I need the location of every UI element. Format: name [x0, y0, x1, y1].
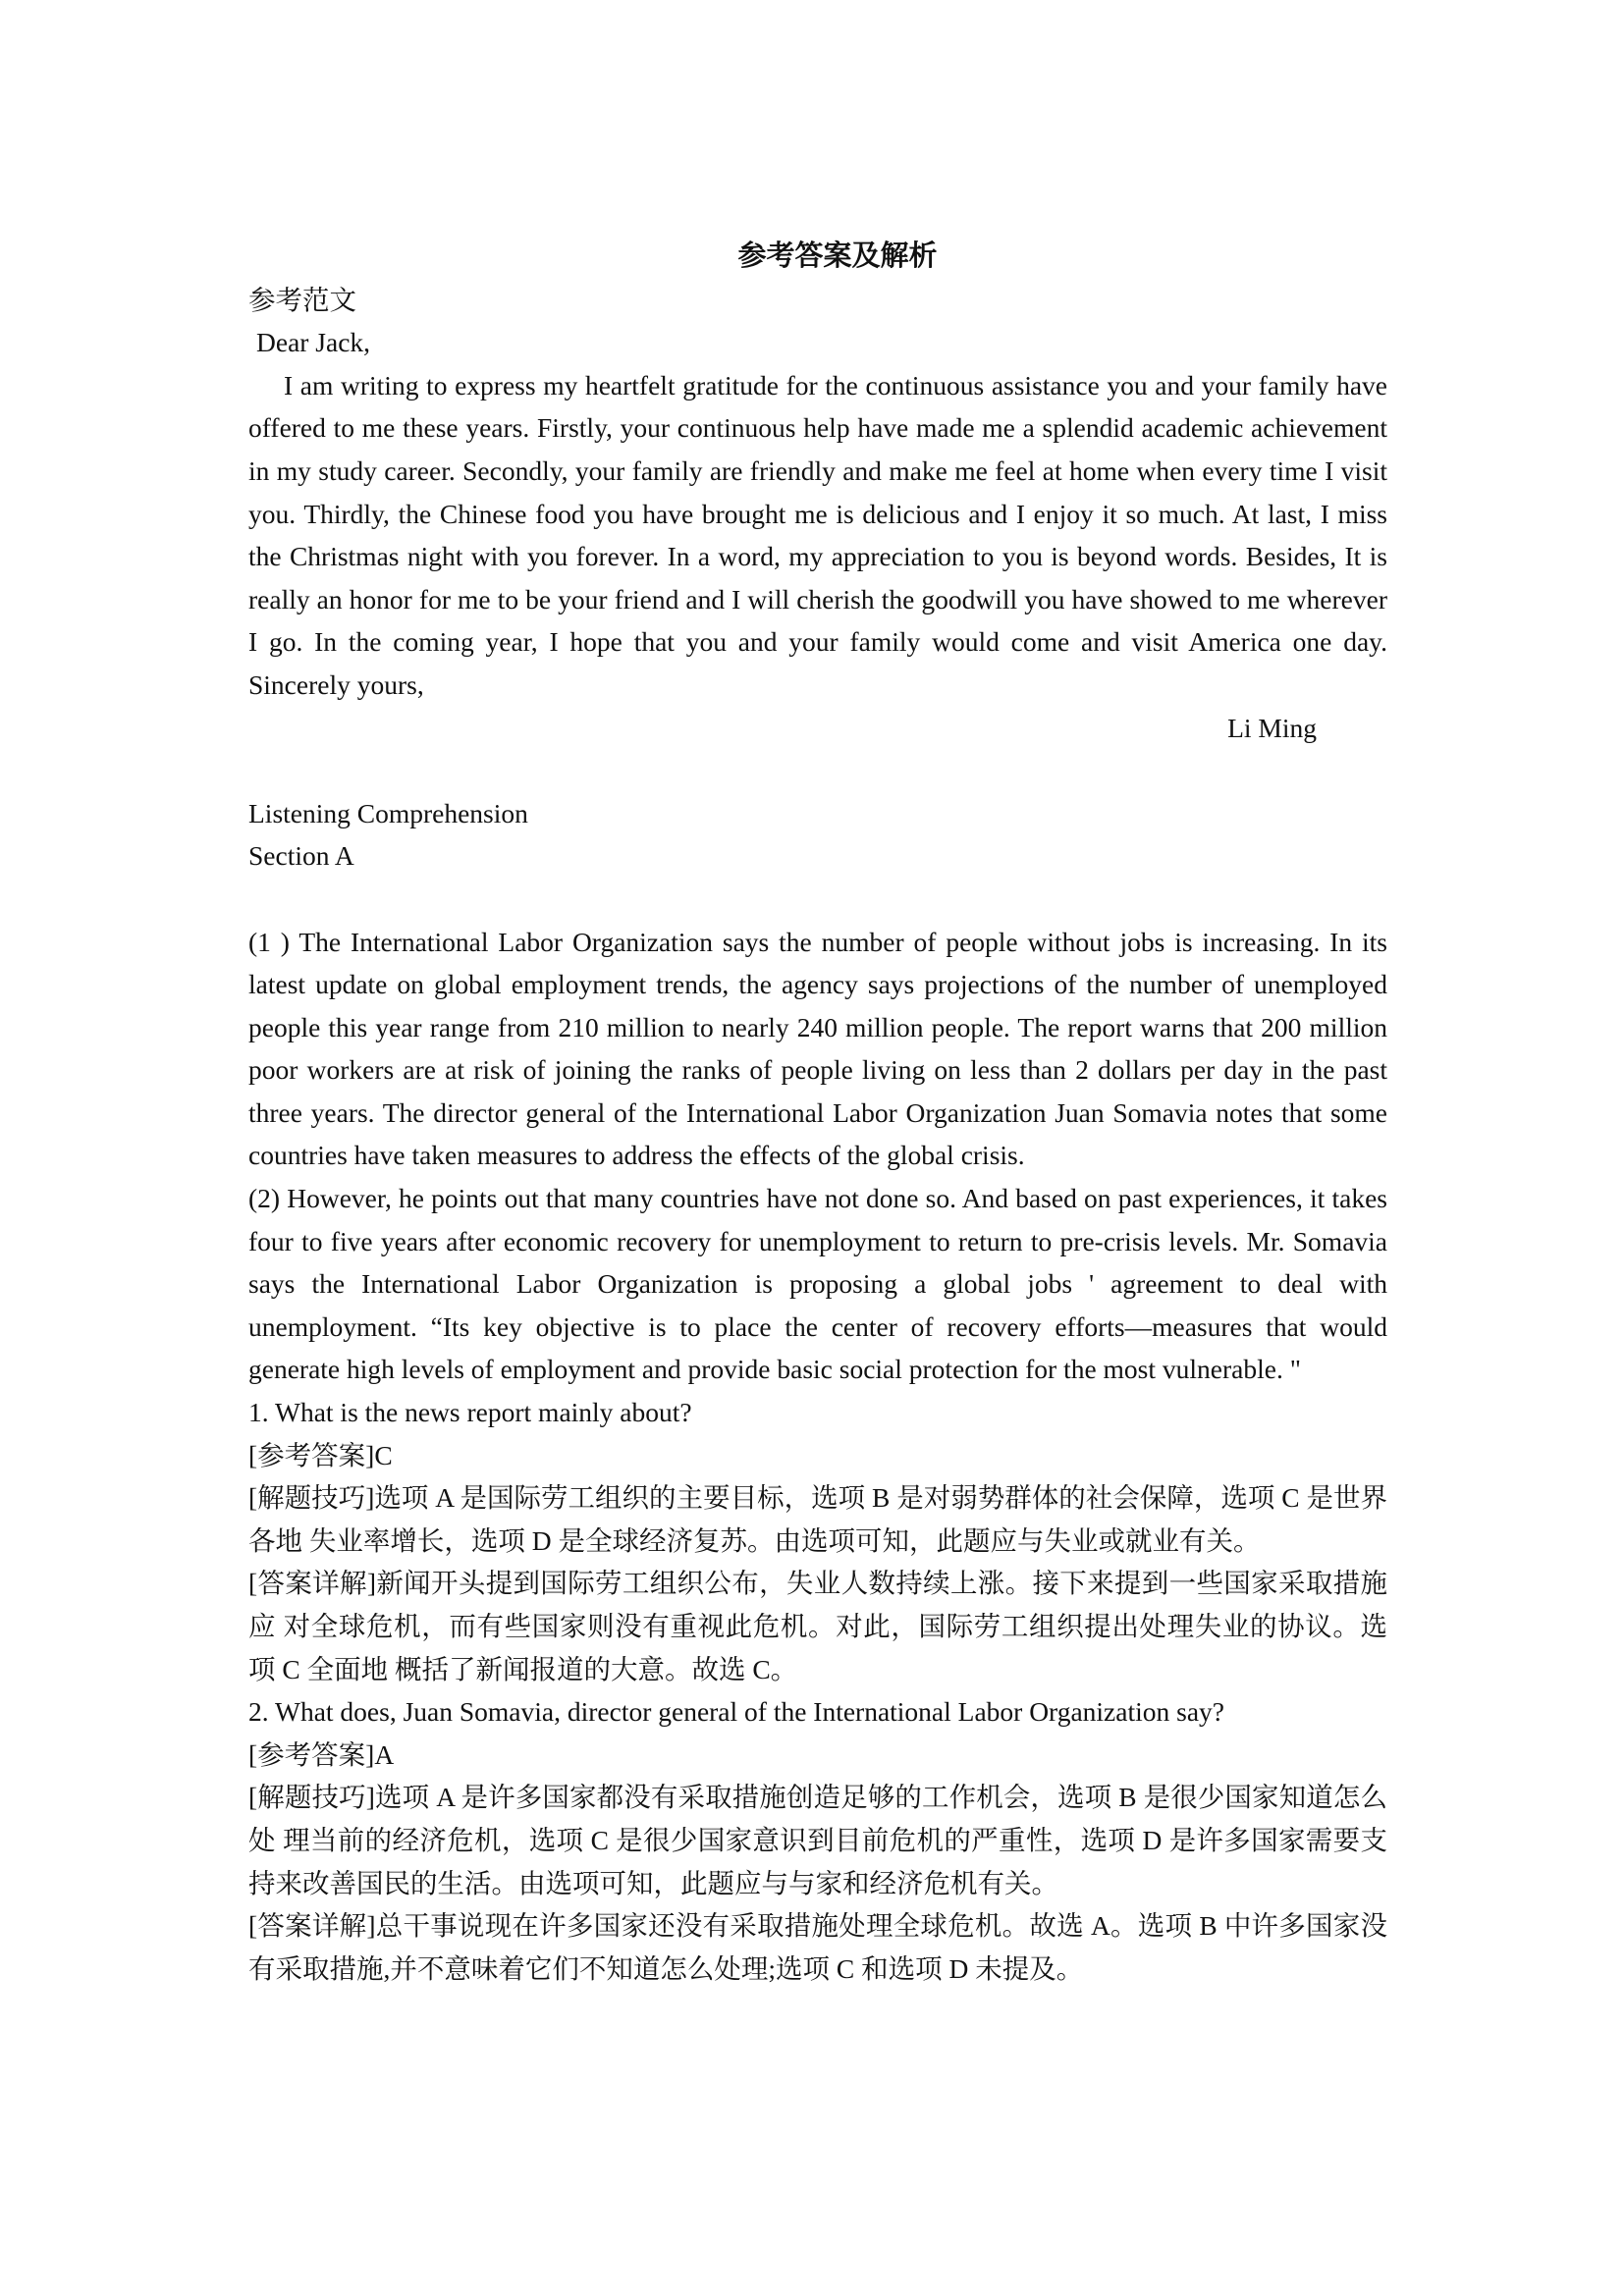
page-title: 参考答案及解析	[737, 240, 938, 272]
passage-paragraph-1: (1 ) The International Labor Organization says the number of people without jobs is increasing. In its latest update on global employment trends, the agency says projections of the number of unemployed people this year range from 210 million to nearly 240 million people. The report warns that 200 million poor workers are at risk of joining the ranks of people living on less than 2 dollars per day in the past three years. The director general of the International Labor Organization Juan Somavia notes that some countries have taken measures to address the effects of the global crisis.	[248, 926, 1387, 1171]
spacer	[248, 878, 1387, 921]
document-page	[248, 236, 1387, 1990]
listening-heading: Listening Comprehension	[248, 797, 528, 828]
question-2: 2. What does, Juan Somavia, director general of the International Labor Organization say?	[248, 1696, 1224, 1728]
spacer	[248, 749, 1387, 792]
question-2-tips: [解题技巧]选项 A 是许多国家都没有采取措施创造足够的工作机会，选项 B 是很少国家知道怎么处 理当前的经济危机，选项 C 是很少国家意识到目前危机的严重性，选项 D 是许多国家需要支持来改善国民的生活。由选项可知，此题应与与家和经济危机有关。	[248, 1782, 1387, 1898]
question-2-answer: [参考答案]A	[248, 1738, 395, 1770]
section-label: Section A	[248, 840, 354, 872]
question-2-detail: [答案详解]总干事说现在许多国家还没有采取措施处理全球危机。故选 A。选项 B 中许多国家没有采取措施,并不意味着它们不知道怎么处理;选项 C 和选项 D 未提及。	[248, 1910, 1387, 1984]
essay-body: I am writing to express my heartfelt gratitude for the continuous assistance you and your family have offered to me these years. Firstly, your continuous help have made me a splendid academic achievement in my study career. Secondly, your family are friendly and make me feel at home when every time I visit you. Thirdly, the Chinese food you have brought me is delicious and I enjoy it so much. At last, I miss the Christmas night with you forever. In a word, my appreciation to you is beyond words. Besides, It is really an honor for me to be your friend and I will cherish the goodwill you have showed to me wherever I go. In the coming year, I hope that you and your family would come and visit America one day. Sincerely yours,	[248, 369, 1387, 700]
passage-paragraph-2: (2) However, he points out that many countries have not done so. And based on past experiences, it takes four to five years after economic recovery for unemployment to return to pre-crisis levels. Mr. Somavia says the International Labor Organization is proposing a global jobs ' agreement to deal with unemployment. “Its key objective is to place the center of recovery efforts—measures that would generate high levels of employment and provide basic social protection for the most vulnerable. "	[248, 1183, 1387, 1385]
essay-salutation: Dear Jack,	[256, 327, 371, 358]
question-1-tips: [解题技巧]选项 A 是国际劳工组织的主要目标，选项 B 是对弱势群体的社会保障，选项 C 是世界各地 失业率增长，选项 D 是全球经济复苏。由选项可知，此题应与失业或就业有关。	[248, 1482, 1387, 1556]
question-1-answer: [参考答案]C	[248, 1439, 393, 1470]
essay-heading: 参考范文	[248, 284, 356, 315]
question-1-detail: [答案详解]新闻开头提到国际劳工组织公布，失业人数持续上涨。接下来提到一些国家采取措施应 对全球危机，而有些国家则没有重视此危机。对此，国际劳工组织提出处理失业的协议。选项 C 全面地 概括了新闻报道的大意。故选 C。	[248, 1568, 1387, 1684]
essay-signature: Li Ming	[1227, 712, 1317, 743]
question-1: 1. What is the news report mainly about?	[248, 1397, 692, 1428]
